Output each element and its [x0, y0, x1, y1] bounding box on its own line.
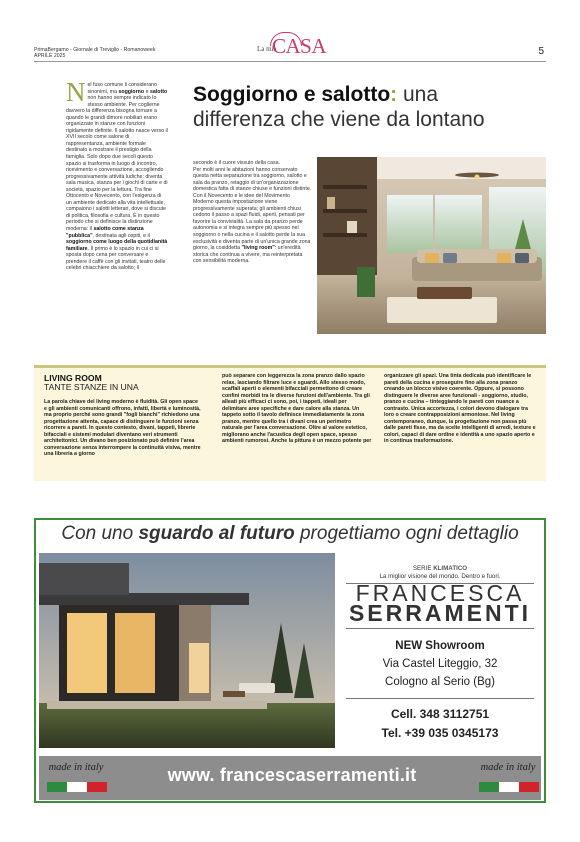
article-title — [193, 82, 523, 132]
cell-phone[interactable]: Cell. 348 3112751 — [390, 707, 490, 721]
issue-date: APRILE 2025 — [34, 53, 66, 60]
column-1-run: . Il primo è lo spazio in cui ci si sposta dopo cena per conversare e prendere il caffè con gli invitati, teatro delle celebri chiacchiere da salotto; il — [66, 245, 166, 272]
box-column-1: La parola chiave del living moderno è fluidità. Gli open space e gli ambienti comunicanti offrono, infatti, libertà e luminosità, ma proprio perché sono grandi "fogli bianchi" richiedono una progettazione attenta, capace di distinguere le funzioni senza ricorrere a pareti. In questo contesto, divani, tappeti, librerie bifacciali e sistemi modulari diventano veri strumenti architettonici. Un divano ben posizionato può definire l'area conversazione senza interrompere la continuità visiva, mentre una libreria a giorno — [44, 399, 201, 458]
brand-name-line-2: SERRAMENTI — [348, 600, 532, 626]
made-in-italy-right: made in italy — [480, 762, 536, 773]
title-rest: una — [397, 83, 439, 106]
box-heading: LIVING ROOM — [44, 373, 102, 383]
made-in-italy-left: made in italy — [48, 762, 104, 773]
title-colon: : — [390, 83, 398, 106]
contact-rule — [346, 698, 534, 699]
logo-small-text: La mia — [257, 45, 277, 53]
brand-rule-bottom — [346, 628, 534, 629]
ad-house-photo — [39, 553, 335, 748]
column-1-run: salotto come stanza "pubblica" — [66, 226, 144, 239]
column-1-run: soggiorno — [118, 88, 145, 95]
column-2-run: secondo è il cuore vissuto della casa. — [193, 160, 280, 166]
title-line-2: differenza che viene da lontano — [193, 108, 485, 131]
serie-label: SERIE — [412, 565, 434, 572]
ad-headline-pre: Con uno — [61, 523, 139, 544]
brand-name-line-1: FRANCESCA — [355, 580, 525, 606]
la-mia-casa-logo — [252, 34, 332, 60]
serie-name: KLIMATICO — [433, 565, 468, 572]
publication-info — [34, 47, 155, 59]
column-1-run: soggiorno come luogo della quotidianità familiare — [66, 239, 168, 252]
column-2-body — [193, 160, 311, 264]
column-2-run: "living room" — [241, 245, 275, 252]
title-bold: Soggiorno e salotto — [193, 83, 391, 106]
serie-tagline: La miglior visione del mondo. Dentro e fuori. — [379, 572, 501, 580]
box-subheading: TANTE STANZE IN UNA — [44, 382, 139, 392]
drop-cap: N — [66, 77, 86, 107]
publication-names: PrimaBergamo - Giornale di Treviglio - Romanoweek — [34, 47, 156, 53]
serie-klimatico — [336, 565, 544, 580]
address-city: Cologno al Serio (Bg) — [385, 676, 495, 688]
page-number: 5 — [538, 46, 544, 57]
logo-big-text: CASA — [272, 34, 327, 58]
column-2-run: Per molti anni le abitazioni hanno conservato questa netta separazione tra soggiorno, salotto e sala da pranzo, retaggio di un'organizzazione domestica fatta di stanze chiuse e funzioni distinte. Con il Novecento e le idee del Movimento Moderno questa impostazione viene progressivamente superata; gli ambienti chiusi cedono il passo a spazi fluidi, aperti, pensati per favorire la convivialità. La sala da pranzo perde autonomia e si integra sempre più spesso nel soggiorno o nella cucina e il salotto perde la sua esclusività e diventa parte di un'unica grande zona giorno, la cosiddetta — [193, 166, 312, 252]
column-1-run: el fuso comune li considerano sinonimi, ma — [87, 82, 157, 95]
italian-flag-right-icon — [479, 782, 539, 792]
box-column-2: può separare con leggerezza la zona pranzo dallo spazio relax, lasciando filtrare luce e sguardi. Allo stesso modo, scaffali aperti o elementi bifacciali permettono di creare confini morbidi tra le diverse funzioni dell'ambiente. Tra gli alleati più efficaci ci sono, poi, i tappeti, ideali per delimitare aree specifiche e dare calore alla stanza. Un tappeto sotto il tavolo definisce immediatamente la zona pranzo, mentre quello tra i divani crea un perimetro naturale per l'area conversazione. Oltre al valore estetico, migliorano anche l'acustica degli open space, spesso ambienti rumorosi. Anche la pittura è un mezzo potente per — [222, 373, 372, 445]
column-1-run: salotto — [149, 88, 168, 95]
francesca-serramenti-ad[interactable] — [34, 518, 546, 803]
box-column-3: organizzare gli spazi. Una tinta dedicata può identificare le pareti della cucina e proseguire fino alla zona pranzo creando un blocco visivo coerente. Oppure, si possono distinguere le diverse aree funzionali - soggiorno, studio, pranzo e cucina – tinteggiando le pareti con nuance a contrasto. Unica accortezza, i colori devono dialogare tra loro o creare contrapposizioni armoniose. Nel living contemporaneo, dunque, la progettazione non passa più dalle pareti fisse, ma da scelte intelligenti di arredi, texture e colori, capaci di dare ordine e identità a uno spazio aperto e in continua trasformazione. — [384, 373, 536, 445]
showroom-label: NEW Showroom — [395, 640, 485, 652]
column-2-run: : un'eredità storica che continua a vivere, ma reinterpretata con sensibilità moderna. — [193, 245, 303, 265]
header-rule — [34, 61, 546, 62]
ad-headline — [36, 522, 544, 546]
telephone[interactable]: Tel. +39 035 0345173 — [381, 726, 499, 740]
modern-house-illustration — [39, 553, 335, 748]
ad-footer-band — [39, 756, 541, 800]
ad-headline-post: progettiamo ogni dettaglio — [294, 523, 519, 544]
address-street: Via Castel Liteggio, 32 — [382, 658, 498, 670]
living-room-sidebar-box — [34, 365, 546, 481]
column-1-run: e — [144, 88, 150, 95]
column-1-run: , destinata agli ospiti, e il — [92, 232, 150, 239]
website-link[interactable]: www. francescaserramenti.it — [167, 765, 417, 785]
living-room-illustration — [317, 157, 546, 334]
ad-headline-bold: sguardo al futuro — [138, 523, 295, 544]
italian-flag-left-icon — [47, 782, 107, 792]
article-column-2 — [193, 160, 312, 265]
article-column-1 — [66, 77, 168, 272]
column-1-body — [66, 77, 168, 272]
living-room-photo — [317, 157, 546, 334]
column-1-run: non hanno sempre indicato lo stesso ambiente. Per coglierne davvero la differenza bisogna tornare a quando le grandi dimore nobiliari erano organizzate in stanze con funzioni rigidamente definite. Il salotto nasce verso il XVII secolo come salone di rappresentanza, ambiente formale destinato a mostrare il prestigio della famiglia. Solo dopo due secoli questo spazio si trasforma in luogo di incontro, ricevimento e conversazione, accogliendo progressivamente attività ludiche: diventa sala musica, stanza per i giochi di carte e di società, spazio per la lettura. Tra fine Ottocento e Novecento, con l'esigenza di un ambiente dedicato alla vita intellettuale, compaiono i salotti letterari, dove si discute di politica, filosofia e cultura. È in questo periodo che si definisce la distinzione moderna: il — [66, 95, 168, 233]
